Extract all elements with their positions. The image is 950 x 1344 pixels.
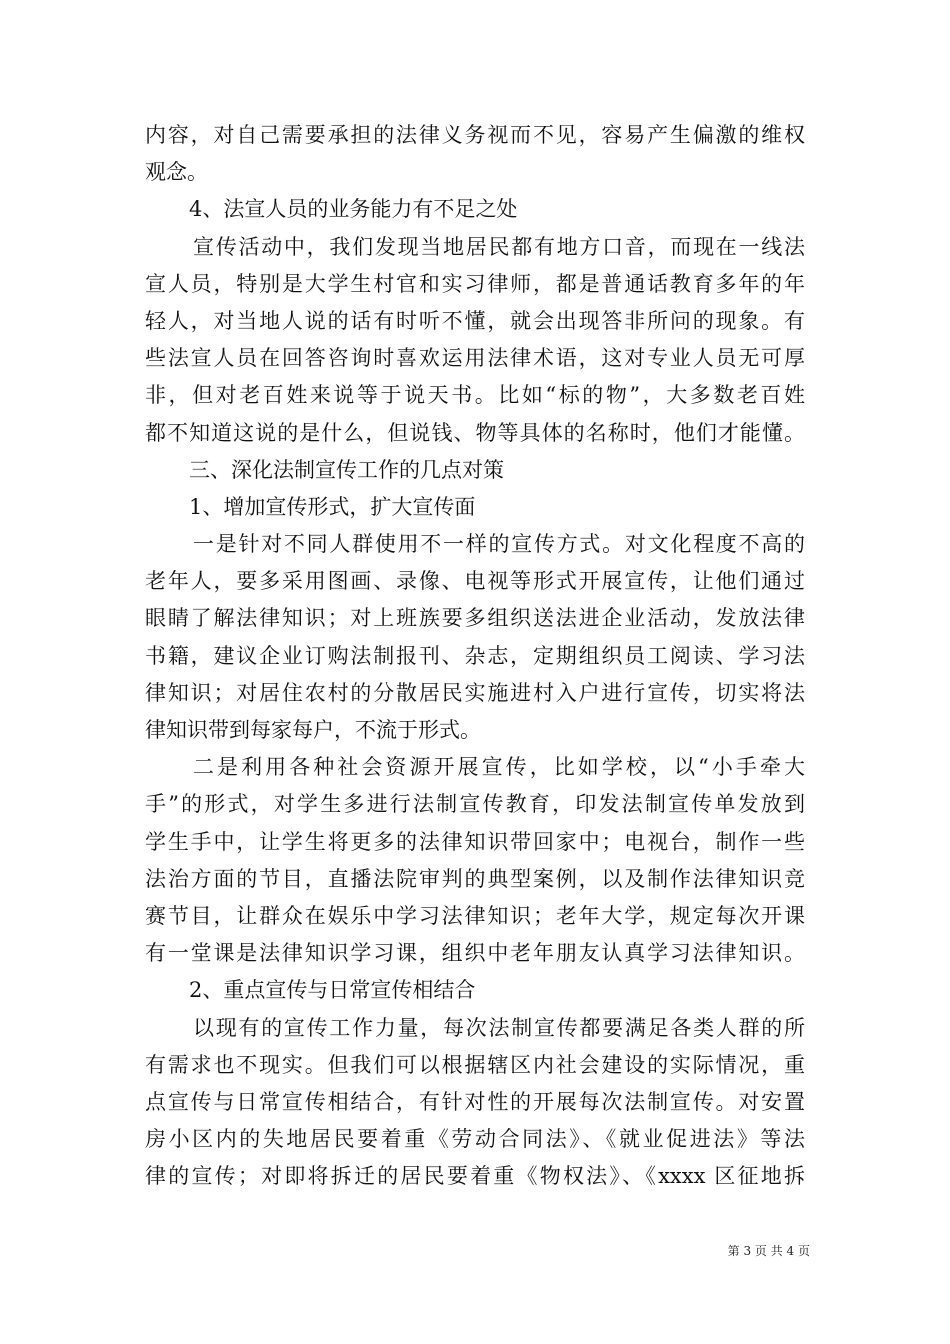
paragraph-line: 学生手中，让学生将更多的法律知识带回家中；电视台，制作一些 bbox=[145, 829, 805, 854]
paragraph-line: 律的宣传；对即将拆迁的居民要着重《物权法》、《xxxx 区征地拆 bbox=[145, 1164, 805, 1189]
paragraph-line: 法治方面的节目，直播法院审判的典型案例，以及制作法律知识竞 bbox=[145, 866, 805, 891]
paragraph-line: 老年人，要多采用图画、录像、电视等形式开展宣传，让他们通过 bbox=[145, 569, 805, 594]
paragraph-line: 眼睛了解法律知识；对上班族要多组织送法进企业活动，发放法律 bbox=[145, 606, 805, 631]
paragraph-line: 轻人，对当地人说的话有时听不懂，就会出现答非所问的现象。有 bbox=[145, 308, 805, 333]
paragraph-line: 书籍，建议企业订购法制报刊、杂志，定期组织员工阅读、学习法 bbox=[145, 643, 805, 668]
paragraph-line: 以现有的宣传工作力量，每次法制宣传都要满足各类人群的所 bbox=[193, 1015, 805, 1040]
section-heading: 三、深化法制宣传工作的几点对策 bbox=[189, 457, 504, 482]
paragraph-line: 观念。 bbox=[145, 160, 208, 185]
subsection-heading: 2、重点宣传与日常宣传相结合 bbox=[189, 978, 476, 1003]
paragraph-line: 非，但对老百姓来说等于说天书。比如“标的物”，大多数老百姓 bbox=[145, 383, 805, 408]
subsection-heading: 1、增加宣传形式，扩大宣传面 bbox=[189, 494, 476, 519]
section-heading: 4、法宣人员的业务能力有不足之处 bbox=[189, 197, 518, 222]
paragraph-line: 赛节目，让群众在娱乐中学习法律知识；老年大学，规定每次开课 bbox=[145, 903, 805, 928]
paragraph-line: 律知识带到每家每户，不流于形式。 bbox=[145, 718, 481, 742]
paragraph-line: 房小区内的失地居民要着重《劳动合同法》、《就业促进法》等法 bbox=[145, 1127, 805, 1152]
paragraph-line: 都不知道这说的是什么，但说钱、物等具体的名称时，他们才能懂。 bbox=[145, 420, 805, 445]
paragraph-line: 宣人员，特别是大学生村官和实习律师，都是普通话教育多年的年 bbox=[145, 271, 805, 296]
paragraph-line: 宣传活动中，我们发现当地居民都有地方口音，而现在一线法 bbox=[193, 234, 805, 259]
document-body bbox=[145, 117, 805, 1195]
paragraph-line: 律知识；对居住农村的分散居民实施进村入户进行宣传，切实将法 bbox=[145, 680, 805, 705]
paragraph-line: 二是利用各种社会资源开展宣传，比如学校，以“小手牵大 bbox=[193, 755, 805, 780]
paragraph-line: 点宣传与日常宣传相结合，有针对性的开展每次法制宣传。对安置 bbox=[145, 1089, 805, 1114]
paragraph-line: 内容，对自己需要承担的法律义务视而不见，容易产生偏激的维权 bbox=[145, 123, 805, 147]
paragraph-line: 手”的形式，对学生多进行法制宣传教育，印发法制宣传单发放到 bbox=[145, 792, 805, 817]
paragraph-line: 有需求也不现实。但我们可以根据辖区内社会建设的实际情况，重 bbox=[145, 1052, 805, 1077]
paragraph-line: 有一堂课是法律知识学习课，组织中老年朋友认真学习法律知识。 bbox=[145, 941, 805, 966]
paragraph-line: 些法宣人员在回答咨询时喜欢运用法律术语，这对专业人员无可厚 bbox=[145, 346, 805, 371]
page-number: 第 3 页 共 4 页 bbox=[727, 1244, 810, 1258]
paragraph-line: 一是针对不同人群使用不一样的宣传方式。对文化程度不高的 bbox=[193, 532, 805, 557]
